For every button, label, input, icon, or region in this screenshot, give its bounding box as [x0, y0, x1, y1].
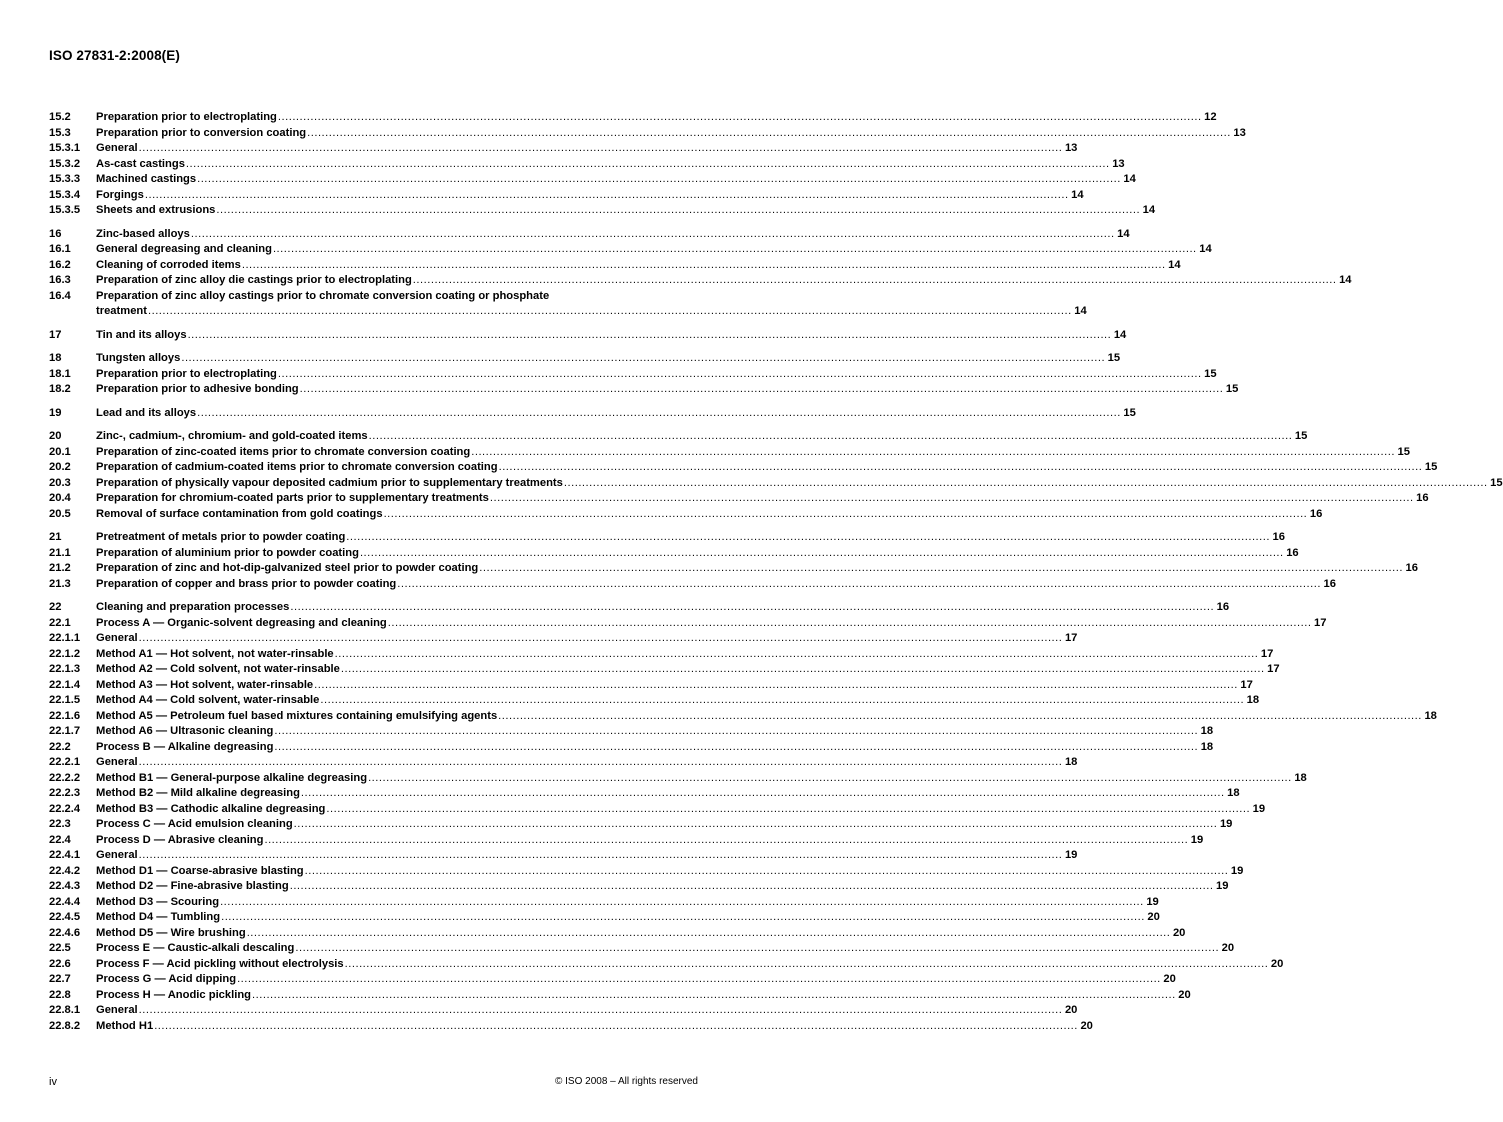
dot-leader	[300, 382, 1224, 398]
toc-entry[interactable]	[49, 351, 1121, 367]
toc-section-title: Preparation of zinc-coated items prior to chromate conversion coating	[96, 445, 471, 458]
toc-section-title: Preparation of zinc alloy die castings prior to electroplating	[96, 274, 412, 286]
toc-page-number: 17	[1240, 678, 1253, 691]
toc-page-number: 15	[1490, 476, 1503, 489]
dot-leader	[368, 771, 1292, 787]
toc-section-title: Preparation of zinc and hot-dip-galvanized steel prior to powder coating	[96, 562, 479, 574]
toc-page-number: 19	[1230, 864, 1244, 877]
page-number-footer: iv	[49, 1076, 57, 1088]
toc-entry[interactable]	[49, 926, 1186, 942]
dot-leader	[186, 157, 1110, 173]
toc-page-number: 14	[1199, 243, 1212, 255]
toc-page-number: 20	[1221, 942, 1235, 954]
toc-section-number: 22.8	[49, 988, 71, 1001]
toc-section-title: Tin and its alloys	[96, 328, 187, 341]
toc-section-title: Method B3 — Cathodic alkaline degreasing	[96, 802, 326, 815]
toc-section-title: Zinc-, cadmium-, chromium- and gold-coated items	[96, 430, 368, 442]
dot-leader	[384, 507, 1308, 523]
toc-section-title: Forgings	[96, 188, 144, 201]
toc-section-number: 22.2.2	[49, 771, 81, 784]
toc-section-number: 22.1.1	[49, 632, 81, 644]
toc-section-title: Pretreatment of metals prior to powder coating	[96, 531, 346, 543]
toc-section-number: 22.4.1	[49, 849, 81, 861]
dot-leader	[294, 817, 1218, 833]
toc-entry[interactable]	[49, 242, 1212, 258]
toc-section-title: Preparation of copper and brass prior to powder coating	[96, 577, 397, 590]
dot-leader	[139, 631, 1063, 647]
toc-section-title: Process C — Acid emulsion cleaning	[96, 818, 293, 830]
toc-section-title: Process E — Caustic-alkali descaling	[96, 942, 295, 954]
toc-section-title: Zinc-based alloys	[96, 227, 190, 240]
dot-leader	[314, 678, 1238, 694]
toc-section-number: 22.2.3	[49, 787, 81, 799]
dot-leader	[188, 328, 1112, 344]
toc-entry[interactable]	[49, 833, 1204, 849]
toc-entry[interactable]	[49, 227, 1130, 243]
toc-page-number: 15	[1123, 406, 1136, 419]
toc-section-title: Method D3 — Scouring	[96, 895, 220, 908]
toc-entry[interactable]	[49, 507, 1323, 523]
toc-section-number: 20.1	[49, 445, 71, 458]
toc-section-number: 15.3.3	[49, 173, 81, 185]
toc-entry[interactable]	[49, 203, 1156, 219]
dot-leader	[388, 616, 1312, 632]
dot-leader	[139, 848, 1063, 864]
toc-section-number: 16.1	[49, 243, 71, 255]
toc-section-number: 21	[49, 531, 62, 543]
toc-section-number: 22.4.6	[49, 926, 81, 939]
toc-section-title: Method A3 — Hot solvent, water-rinsable	[96, 678, 314, 691]
toc-section-title: Machined castings	[96, 173, 197, 185]
toc-entry[interactable]	[49, 577, 1336, 593]
dot-leader	[345, 957, 1269, 973]
dot-leader	[335, 647, 1259, 663]
toc-section-number: 18	[49, 352, 62, 364]
toc-page-number: 14	[1071, 188, 1084, 201]
toc-entry[interactable]	[49, 289, 1087, 320]
dot-leader	[471, 445, 1395, 461]
dot-leader	[499, 460, 1423, 476]
toc-entry[interactable]	[49, 972, 1176, 988]
toc-section-number: 22.1.5	[49, 694, 81, 706]
toc-entry[interactable]	[49, 647, 1274, 663]
toc-section-number: 22.8.1	[49, 1004, 81, 1016]
toc-section-number: 22.4.4	[49, 895, 81, 908]
dot-leader	[148, 304, 1072, 320]
dot-leader	[181, 351, 1105, 367]
dot-leader	[326, 802, 1250, 818]
toc-section-title: Tungsten alloys	[96, 352, 181, 364]
toc-section-title: Lead and its alloys	[96, 406, 197, 419]
toc-section-title: General	[96, 756, 138, 768]
toc-section-number: 21.2	[49, 562, 71, 574]
toc-page-number: 17	[1267, 663, 1280, 675]
toc-section-title: Cleaning of corroded items	[96, 258, 241, 271]
toc-entry[interactable]	[49, 786, 1240, 802]
toc-section-title: Method A4 — Cold solvent, water-rinsable	[96, 694, 320, 706]
toc-section-number: 16.4	[49, 289, 71, 302]
toc-entry[interactable]	[49, 157, 1125, 173]
dot-leader	[197, 172, 1121, 188]
toc-section-title: Preparation of zinc alloy castings prior to chromate conversion coating or phosphate	[96, 289, 550, 302]
dot-leader	[273, 242, 1197, 258]
dot-leader	[369, 429, 1293, 445]
toc-section-title: Method A6 — Ultrasonic cleaning	[96, 725, 274, 737]
toc-page-number: 16	[1286, 546, 1299, 559]
toc-page-number: 19	[1215, 880, 1229, 892]
toc-section-number: 22.4.5	[49, 911, 81, 923]
toc-section-number: 20.4	[49, 492, 71, 504]
dot-leader	[290, 879, 1214, 895]
toc-page-number: 14	[1113, 328, 1127, 341]
dot-leader	[139, 755, 1063, 771]
toc-section-number: 22.2.4	[49, 802, 81, 815]
toc-section-title: Method D1 — Coarse-abrasive blasting	[96, 864, 304, 877]
toc-page-number: 16	[1323, 577, 1336, 590]
dot-leader	[498, 709, 1422, 725]
toc-page-number: 13	[1112, 157, 1125, 170]
toc-section-number: 17	[49, 328, 62, 341]
toc-section-number: 22.4.2	[49, 864, 81, 877]
dot-leader	[247, 926, 1171, 942]
toc-section-number: 20.5	[49, 507, 71, 520]
toc-entry[interactable]	[49, 476, 1503, 492]
toc-entry[interactable]	[49, 258, 1181, 274]
toc-page-number: 17	[1064, 632, 1078, 644]
dot-leader	[139, 141, 1063, 157]
toc-page-number: 16	[1405, 562, 1418, 574]
dot-leader	[307, 126, 1231, 142]
toc-entry[interactable]	[49, 491, 1429, 507]
toc-section-number: 15.3.1	[49, 142, 81, 154]
dot-leader	[290, 600, 1214, 616]
toc-section-number: 22.1.4	[49, 678, 81, 691]
toc-page-number: 17	[1260, 647, 1274, 660]
dot-leader	[197, 406, 1121, 422]
toc-section-title: As-cast castings	[96, 157, 185, 170]
toc-entry[interactable]	[49, 879, 1229, 895]
toc-section-number: 20	[49, 430, 62, 442]
toc-section-number: 22.1	[49, 616, 71, 629]
toc-section-title: Method D4 — Tumbling	[96, 911, 221, 923]
toc-page-number: 18	[1200, 740, 1214, 753]
toc-entry[interactable]	[49, 864, 1244, 880]
dot-leader	[264, 833, 1188, 849]
dot-leader	[305, 864, 1229, 880]
toc-page-number: 20	[1270, 957, 1284, 970]
toc-page-number: 20	[1147, 911, 1160, 923]
toc-entry[interactable]	[49, 110, 1217, 126]
toc-page-number: 20	[1163, 973, 1176, 985]
toc-entry[interactable]	[49, 755, 1078, 771]
toc-section-number: 16.3	[49, 274, 71, 286]
dot-leader	[139, 1003, 1063, 1019]
toc-page-number: 19	[1146, 895, 1159, 908]
toc-section-title: Preparation prior to electroplating	[96, 367, 277, 380]
toc-page-number: 16	[1309, 507, 1323, 520]
toc-section-title-continued: treatment	[96, 305, 147, 317]
toc-section-number: 22.7	[49, 973, 71, 985]
dot-leader	[252, 988, 1176, 1004]
toc-page-number: 20	[1064, 1004, 1078, 1016]
toc-entry[interactable]	[49, 678, 1253, 694]
toc-section-number: 15.2	[49, 111, 71, 123]
dot-leader	[242, 258, 1166, 274]
toc-page-number: 13	[1064, 142, 1078, 154]
toc-section-title: Preparation prior to adhesive bonding	[96, 383, 299, 395]
toc-entry[interactable]	[49, 126, 1246, 142]
dot-leader	[397, 577, 1321, 593]
toc-entry[interactable]	[49, 817, 1233, 833]
toc-page-number: 15	[1397, 445, 1410, 458]
toc-entry[interactable]	[49, 460, 1438, 476]
dot-leader	[295, 941, 1219, 957]
dot-leader	[191, 227, 1115, 243]
toc-page-number: 18	[1294, 771, 1307, 784]
toc-entry[interactable]	[49, 616, 1327, 632]
toc-page-number: 15	[1204, 367, 1217, 380]
toc-section-number: 20.3	[49, 476, 71, 489]
toc-section-title: Preparation for chromium-coated parts prior to supplementary treatments	[96, 492, 489, 504]
toc-section-title: General	[96, 1004, 138, 1016]
toc-entry[interactable]	[49, 429, 1308, 445]
toc-section-title: Method A2 — Cold solvent, not water-rinsable	[96, 663, 340, 675]
toc-section-number: 16.2	[49, 258, 71, 271]
toc-section-number: 15.3.5	[49, 204, 81, 216]
toc-entry[interactable]	[49, 724, 1214, 740]
dot-leader	[274, 724, 1198, 740]
dot-leader	[320, 693, 1244, 709]
toc-section-title: Sheets and extrusions	[96, 204, 216, 216]
toc-entry[interactable]	[49, 273, 1352, 289]
toc-page-number: 18	[1246, 694, 1260, 706]
toc-entry[interactable]	[49, 1003, 1078, 1019]
toc-page-number: 14	[1123, 173, 1136, 185]
toc-page-number: 20	[1172, 926, 1186, 939]
toc-page-number: 14	[1117, 227, 1130, 240]
toc-entry[interactable]	[49, 631, 1078, 647]
toc-entry[interactable]	[49, 561, 1418, 577]
toc-page-number: 19	[1219, 818, 1233, 830]
toc-page-number: 15	[1107, 352, 1121, 364]
toc-page-number: 16	[1272, 531, 1285, 543]
toc-entry[interactable]	[49, 802, 1266, 818]
toc-section-title: Process D — Abrasive cleaning	[96, 833, 264, 846]
toc-section-title: Process A — Organic-solvent degreasing and cleaning	[96, 616, 387, 629]
dot-leader	[564, 476, 1488, 492]
toc-section-number: 15.3.4	[49, 188, 81, 201]
toc-entry[interactable]	[49, 957, 1284, 973]
toc-entry[interactable]	[49, 546, 1299, 562]
toc-section-title: General degreasing and cleaning	[96, 243, 272, 255]
toc-section-number: 22.1.3	[49, 663, 81, 675]
toc-section-number: 21.3	[49, 577, 71, 590]
toc-section-title: Cleaning and preparation processes	[96, 601, 290, 613]
toc-page-number: 13	[1233, 126, 1246, 139]
toc-section-number: 22.1.2	[49, 647, 81, 660]
dot-leader	[145, 188, 1069, 204]
dot-leader	[413, 273, 1337, 289]
toc-entry[interactable]	[49, 172, 1136, 188]
toc-section-number: 15.3.2	[49, 157, 81, 170]
toc-section-number: 22.5	[49, 942, 71, 954]
toc-section-number: 16	[49, 227, 62, 240]
toc-section-number: 18.1	[49, 367, 71, 380]
toc-section-title: Preparation of cadmium-coated items prior to chromate conversion coating	[96, 461, 498, 473]
dot-leader	[220, 895, 1144, 911]
toc-entry[interactable]	[49, 693, 1260, 709]
toc-entry[interactable]	[49, 530, 1285, 546]
toc-entry[interactable]	[49, 941, 1235, 957]
dot-leader	[301, 786, 1225, 802]
toc-section-title: Preparation of physically vapour deposited cadmium prior to supplementary treatments	[96, 476, 563, 489]
dot-leader	[479, 561, 1403, 577]
toc-section-number: 22.2	[49, 740, 71, 753]
toc-section-number: 18.2	[49, 383, 71, 395]
toc-section-number: 20.2	[49, 461, 71, 473]
toc-page-number: 18	[1064, 756, 1078, 768]
toc-section-title: General	[96, 142, 138, 154]
toc-page-number: 20	[1178, 988, 1191, 1001]
toc-entry[interactable]	[49, 988, 1191, 1004]
toc-section-number: 22.2.1	[49, 756, 81, 768]
toc-section-title: General	[96, 849, 138, 861]
toc-section-title: Method A5 — Petroleum fuel based mixtures containing emulsifying agents	[96, 709, 498, 722]
toc-section-number: 19	[49, 406, 62, 419]
toc-page-number: 19	[1252, 802, 1266, 815]
toc-page-number: 14	[1074, 305, 1087, 317]
dot-leader	[346, 530, 1270, 546]
toc-entry[interactable]	[49, 771, 1307, 787]
toc-section-title: Process G — Acid dipping	[96, 973, 237, 985]
toc-page-number: 20	[1080, 1019, 1093, 1032]
toc-page-number: 12	[1204, 111, 1217, 123]
toc-section-title: Method B2 — Mild alkaline degreasing	[96, 787, 300, 799]
toc-section-number: 22.8.2	[49, 1019, 81, 1032]
toc-page-number: 15	[1424, 461, 1438, 473]
dot-leader	[154, 1019, 1078, 1035]
toc-section-title: Process B — Alkaline degreasing	[96, 740, 274, 753]
toc-page-number: 18	[1424, 709, 1437, 722]
toc-page-number: 16	[1216, 601, 1230, 613]
toc-section-number: 22.3	[49, 818, 71, 830]
dot-leader	[221, 910, 1145, 926]
dot-leader	[490, 491, 1414, 507]
toc-entry[interactable]	[49, 188, 1084, 204]
toc-section-number: 22.1.6	[49, 709, 81, 722]
toc-section-title: Method B1 — General-purpose alkaline degreasing	[96, 771, 368, 784]
toc-entry[interactable]	[49, 445, 1410, 461]
toc-page-number: 18	[1200, 725, 1214, 737]
dot-leader	[341, 662, 1265, 678]
toc-entry[interactable]	[49, 848, 1078, 864]
toc-page-number: 16	[1416, 492, 1429, 504]
toc-page-number: 19	[1064, 849, 1078, 861]
toc-entry[interactable]	[49, 740, 1214, 756]
toc-section-title: Process F — Acid pickling without electrolysis	[96, 957, 344, 970]
dot-leader	[360, 546, 1284, 562]
toc-section-number: 22.4	[49, 833, 71, 846]
dot-leader	[216, 203, 1140, 219]
toc-section-title: Method D5 — Wire brushing	[96, 926, 246, 939]
toc-section-title: Removal of surface contamination from gold coatings	[96, 507, 383, 520]
document-id-header: ISO 27831-2:2008(E)	[49, 48, 180, 63]
toc-section-number: 22.1.7	[49, 725, 81, 737]
toc-page-number: 14	[1168, 258, 1181, 271]
toc-page-number: 15	[1294, 430, 1308, 442]
dot-leader	[278, 110, 1202, 126]
toc-section-number: 22.6	[49, 957, 71, 970]
toc-entry[interactable]	[49, 600, 1230, 616]
toc-page-number: 18	[1227, 787, 1240, 799]
toc-section-title: General	[96, 632, 138, 644]
toc-entry[interactable]	[49, 367, 1217, 383]
toc-section-number: 22	[49, 601, 62, 613]
table-of-contents	[49, 110, 1503, 1034]
toc-section-title: Preparation of aluminium prior to powder coating	[96, 546, 359, 559]
toc-entry[interactable]	[49, 382, 1239, 398]
toc-page-number: 19	[1190, 833, 1204, 846]
toc-entry[interactable]	[49, 406, 1136, 422]
toc-section-number: 21.1	[49, 546, 71, 559]
toc-section-title: Method H1	[96, 1019, 154, 1032]
toc-section-title: Method D2 — Fine-abrasive blasting	[96, 880, 289, 892]
toc-section-title: Process H — Anodic pickling	[96, 988, 252, 1001]
toc-page-number: 17	[1314, 616, 1327, 629]
copyright-footer: © ISO 2008 – All rights reserved	[555, 1076, 698, 1087]
toc-section-title: Method A1 — Hot solvent, not water-rinsable	[96, 647, 334, 660]
toc-entry[interactable]	[49, 895, 1159, 911]
dot-leader	[274, 740, 1198, 756]
toc-entry[interactable]	[49, 1019, 1093, 1035]
toc-section-title: Preparation prior to electroplating	[96, 111, 277, 123]
toc-page-number: 15	[1225, 383, 1239, 395]
toc-page-number: 14	[1142, 204, 1156, 216]
toc-entry[interactable]	[49, 328, 1127, 344]
toc-entry[interactable]	[49, 662, 1280, 678]
toc-entry[interactable]	[49, 709, 1437, 725]
toc-entry[interactable]	[49, 910, 1160, 926]
toc-section-number: 15.3	[49, 126, 71, 139]
dot-leader	[278, 367, 1202, 383]
toc-section-title: Preparation prior to conversion coating	[96, 126, 307, 139]
toc-section-number: 22.4.3	[49, 880, 81, 892]
dot-leader	[237, 972, 1161, 988]
toc-page-number: 14	[1339, 274, 1352, 286]
toc-entry[interactable]	[49, 141, 1078, 157]
